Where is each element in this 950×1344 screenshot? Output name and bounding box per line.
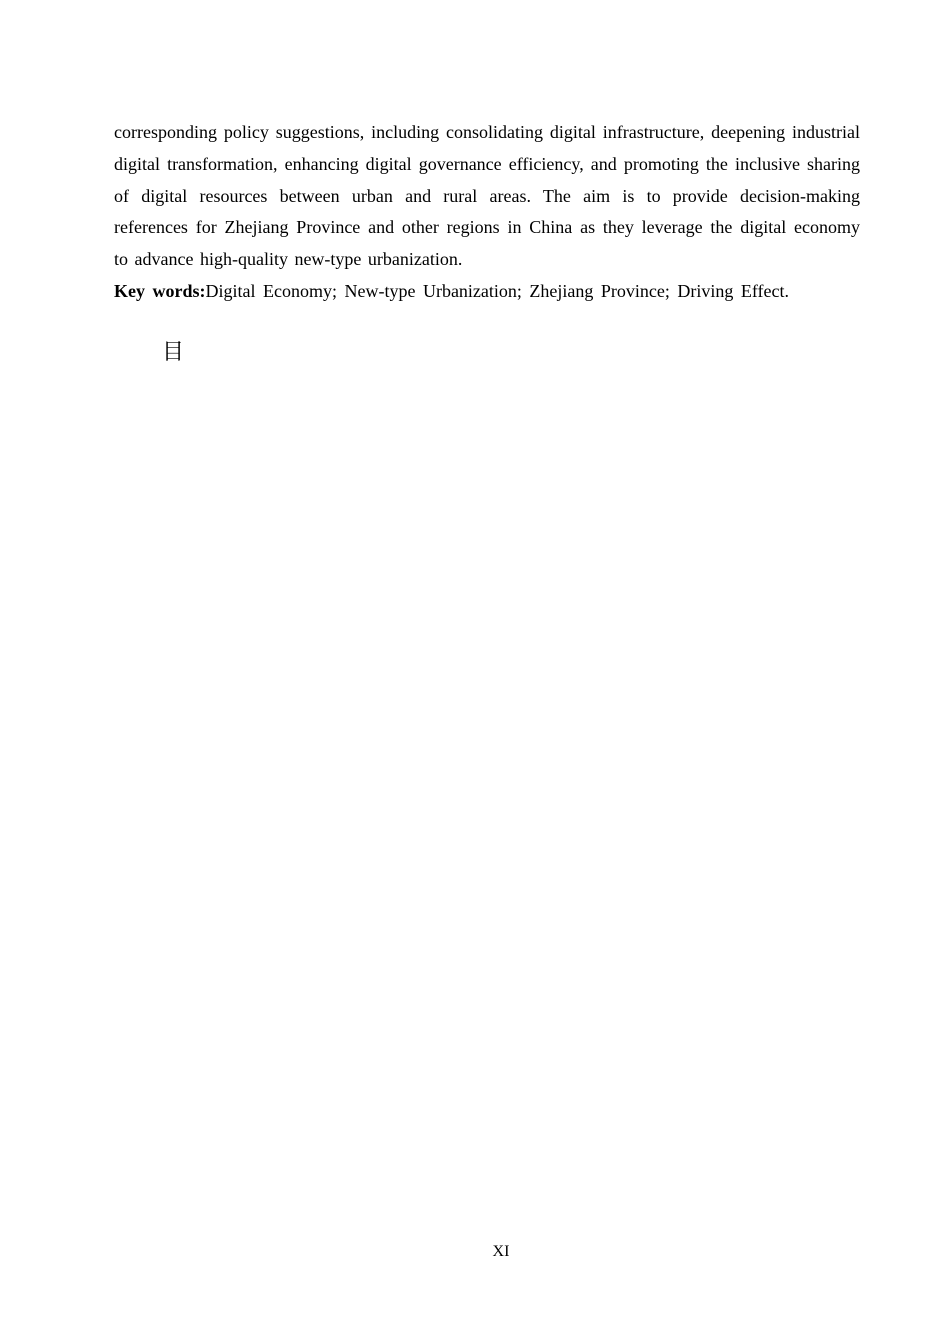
page-number: XI [492, 1243, 510, 1260]
abstract-paragraph: corresponding policy suggestions, including consolidating digital infrastructure, deepening industrial digital transformation, enhancing digital governance efficiency, and promoting the inclusive sharing of digital resources between urban and rural areas. The aim is to provide decision-making references for Zhejiang Province and other regions in China as they leverage the digital economy to advance high-quality new-type urbanization. [114, 122, 860, 270]
keywords-line [114, 276, 860, 308]
keywords-label: Key words: [114, 281, 206, 301]
keywords-text: Digital Economy; New-type Urbanization; Zhejiang Province; Driving Effect. [205, 281, 790, 301]
table-of-contents-heading: 目 [162, 340, 185, 365]
